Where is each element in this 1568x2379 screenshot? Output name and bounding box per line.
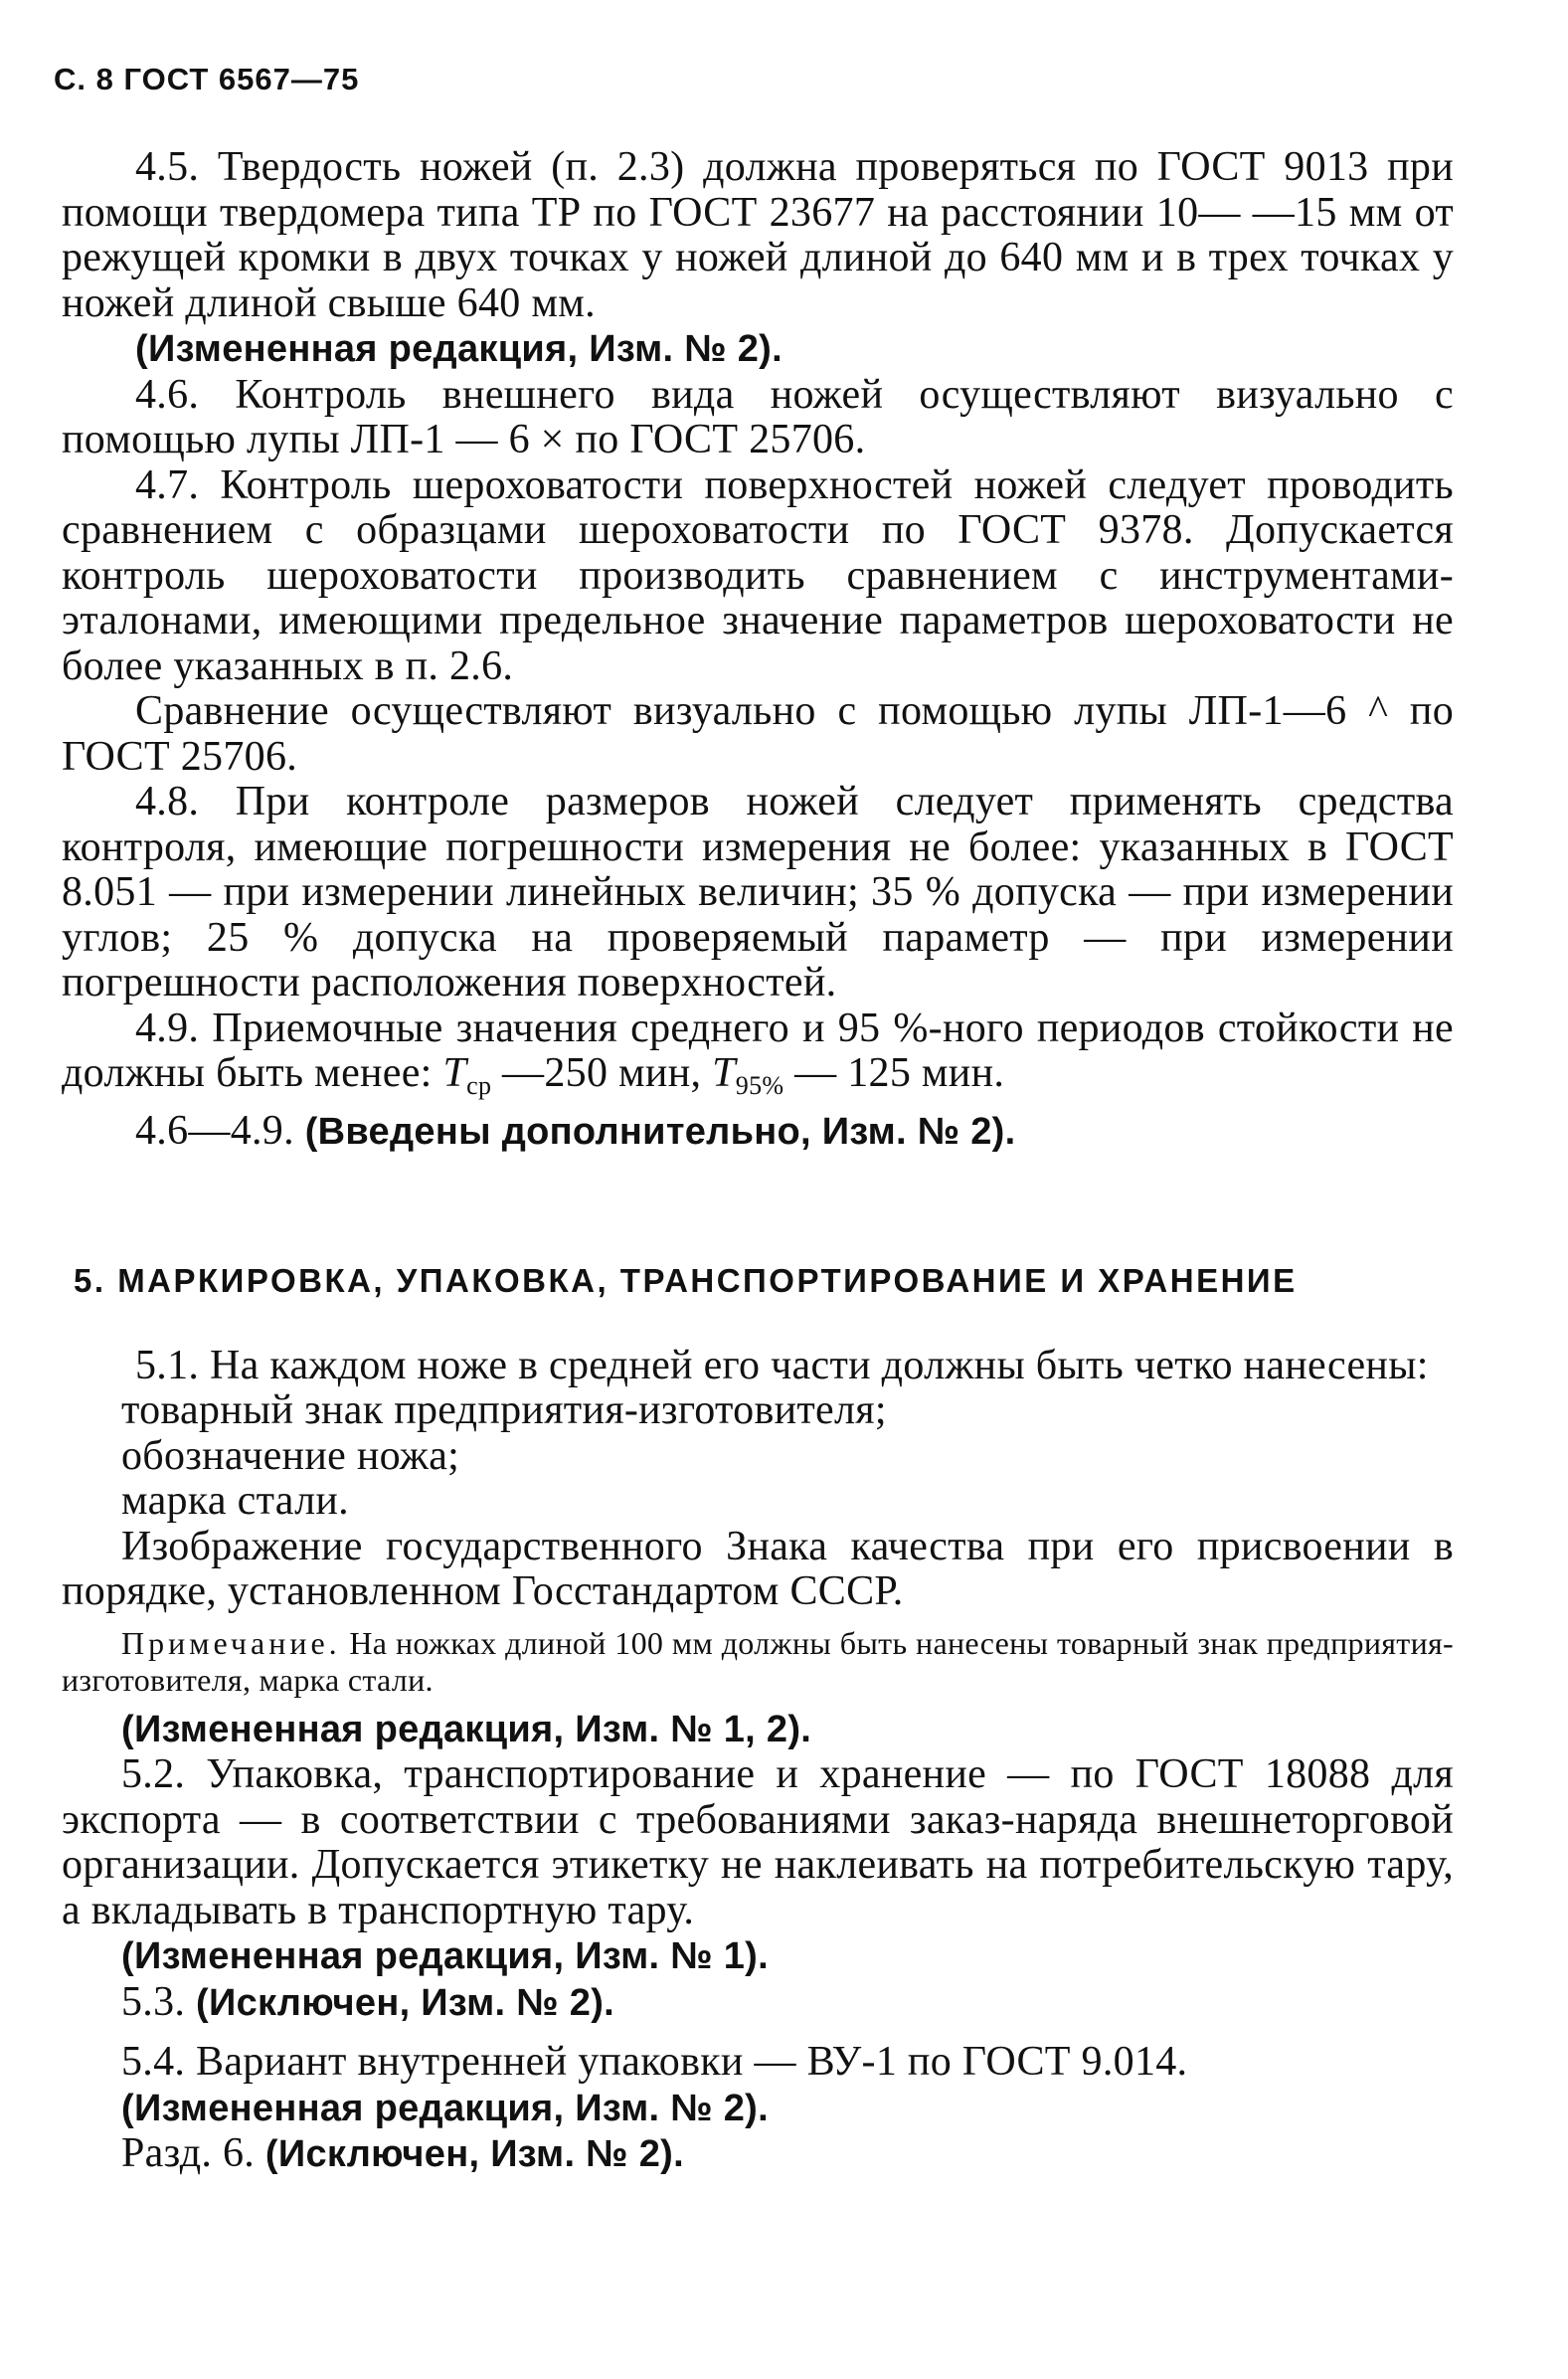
clause-4-9-text-b: —250 мин, bbox=[491, 1050, 713, 1096]
marking-item-designation: обозначение ножа; bbox=[121, 1432, 460, 1479]
clause-4-9 bbox=[62, 1006, 1454, 1109]
subscript-cp: ср bbox=[466, 1071, 492, 1100]
clause-4-5: 4.5. Твердость ножей (п. 2.3) должна проверяться по ГОСТ 9013 при помощи твердомера типа ТР по ГОСТ 23677 на расстоянии 10— —15 мм от режущей кромки в двух точках у ножей длиной до 640 мм и в трех точках у ножей длиной свыше 640 мм. bbox=[62, 144, 1454, 326]
clause-number: 5.3. bbox=[121, 1978, 196, 2025]
document-body bbox=[62, 145, 1454, 2178]
clause-4-7-continued: Сравнение осуществляют визуально с помощью лупы ЛП-1—6 ^ по ГОСТ 25706. bbox=[62, 688, 1454, 780]
symbol-t-95: Т bbox=[712, 1050, 736, 1096]
clause-5-2: 5.2. Упаковка, транспортирование и хранение — по ГОСТ 18088 для экспорта — в соответствии с требованиями заказ-наряда внешнеторговой организации. Допускается этикетку не наклеивать на потребительскую тару, а вкладывать в транспортную тару. bbox=[62, 1751, 1454, 1933]
clause-number: 4.6—4.9. bbox=[135, 1107, 305, 1154]
section-6-excluded bbox=[62, 2131, 1454, 2178]
clause-5-4: 5.4. Вариант внутренней упаковки — ВУ-1 по ГОСТ 9.014. bbox=[121, 2039, 1188, 2085]
amendment-text: (Введены дополнительно, Изм. № 2). bbox=[304, 1110, 1016, 1153]
clause-4-9-text-a: 4.9. Приемочные значения среднего и 95 %-ного периодов стойкости не должны быть менее: bbox=[62, 1005, 1454, 1096]
amendment-note bbox=[62, 326, 1454, 373]
amendment-text: (Измененная редакция, Изм. № 1). bbox=[121, 1935, 769, 1977]
amendment-note bbox=[62, 1707, 1454, 1753]
note-label: Примечание. bbox=[121, 1624, 341, 1661]
amendment-note bbox=[62, 1933, 1454, 1980]
note-text: На ножках длиной 100 мм должны быть нанесены товарный знак предприятия-изготовителя, марка стали. bbox=[62, 1624, 1454, 1698]
clause-5-3 bbox=[62, 1980, 1454, 2027]
note bbox=[62, 1625, 1454, 1699]
clause-5-1-quality-mark: Изображение государственного Знака качества при его присвоении в порядке, установленном Госстандартом СССР. bbox=[62, 1523, 1454, 1614]
symbol-t: Т bbox=[442, 1050, 467, 1096]
amendment-note bbox=[62, 2086, 1454, 2132]
amendment-text: (Измененная редакция, Изм. № 2). bbox=[121, 2087, 769, 2129]
clause-4-7: 4.7. Контроль шероховатости поверхностей ножей следует проводить сравнением с образцами шероховатости по ГОСТ 9378. Допускается контроль шероховатости производить сравнением с инструментами-эталонами, имеющими предельное значение параметров шероховатости не более указанных в п. 2.6. bbox=[62, 461, 1454, 689]
clause-5-1: 5.1. На каждом ноже в средней его части должны быть четко нанесены: bbox=[135, 1342, 1429, 1388]
clause-4-9-text-c: — 125 мин. bbox=[784, 1050, 1005, 1096]
section-5-heading: 5. МАРКИРОВКА, УПАКОВКА, ТРАНСПОРТИРОВАНИЕ И ХРАНЕНИЕ bbox=[74, 1262, 1298, 1299]
amendment-text: (Измененная редакция, Изм. № 2). bbox=[135, 328, 783, 370]
clause-4-6-4-9-amendment bbox=[62, 1109, 1454, 1156]
clause-4-6: 4.6. Контроль внешнего вида ножей осуществляют визуально с помощью лупы ЛП-1 — 6 × по ГОСТ 25706. bbox=[62, 371, 1454, 462]
marking-item-trademark: товарный знак предприятия-изготовителя; bbox=[121, 1387, 887, 1433]
section-number: Разд. 6. bbox=[121, 2130, 265, 2176]
clause-4-8: 4.8. При контроле размеров ножей следует применять средства контроля, имеющие погрешности измерения не более: указанных в ГОСТ 8.051 — при измерении линейных величин; 35 % допуска — при измерении углов; 25 % допуска на проверяемый параметр — при измерении погрешности расположения поверхностей. bbox=[62, 779, 1454, 1006]
amendment-text: (Измененная редакция, Изм. № 1, 2). bbox=[121, 1708, 812, 1750]
marking-item-steel-grade: марка стали. bbox=[121, 1478, 349, 1524]
amendment-text: (Исключен, Изм. № 2). bbox=[196, 1981, 615, 2024]
subscript-95: 95% bbox=[735, 1071, 784, 1100]
running-head: С. 8 ГОСТ 6567—75 bbox=[54, 62, 360, 96]
amendment-text: (Исключен, Изм. № 2). bbox=[264, 2133, 684, 2175]
